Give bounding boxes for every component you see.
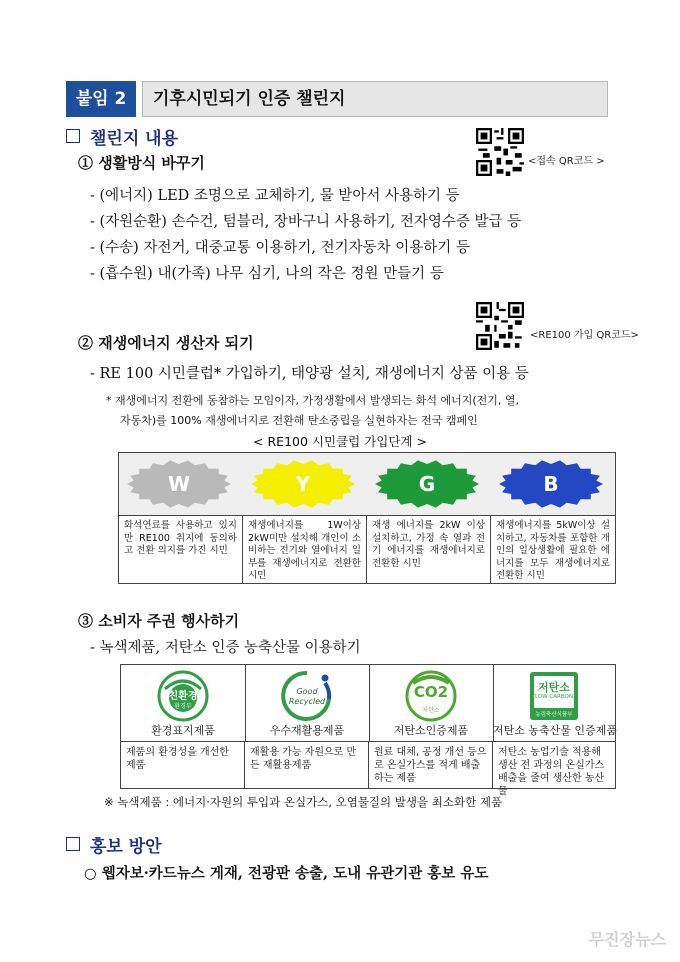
eco-product-name: 저탄소 농축산물 인증제품: [493, 724, 617, 737]
stage-letter: W: [167, 472, 191, 496]
stage-description: 재생에너지를 1W이상 2kW미만 설치해 개인이 소비하는 전기와 열에너지 일부를 재생에너지로 전환한 시민: [243, 515, 367, 583]
eco-logo-sub: 저탄소: [422, 707, 440, 714]
eco-product-description: 저탄소 농업기술 적용해 생산 전 과정의 온실가스 배출을 줄여 생산한 농산물: [493, 741, 615, 788]
stage-badge-cell: [119, 453, 244, 515]
eco-logo-sub: (LOW CARBON): [532, 694, 576, 700]
eco-product-cell: [245, 665, 370, 741]
eco-product-description: 원료 대체, 공정 개선 등으로 온실가스를 적게 배출하는 제품: [369, 741, 493, 788]
stage-description: 재생 에너지를 2kW 이상 설치하고, 가정 속 열과 전기 에너지를 재생에너지로 전환한 시민: [367, 515, 491, 583]
qr-code-icon[interactable]: [476, 302, 524, 350]
list-item: - RE 100 시민클럽* 가입하기, 태양광 설치, 재생에너지 상품 이용 등: [90, 366, 529, 382]
re100-table-caption: < RE100 시민클럽 가입단계 >: [253, 434, 427, 449]
sub-consumer-title: ③ 소비자 주권 행사하기: [78, 612, 240, 630]
stage-description: 재생에너지를 5kW이상 설치하고, 자동차를 포함한 개인의 일상생활에 필요한 에너지를 모두 재생에너지로 전환한 시민: [491, 515, 615, 583]
eco-product-cell: [369, 665, 494, 741]
qr-access-label: <접속 QR코드 >: [528, 156, 605, 167]
eco-product-cell: [121, 665, 246, 741]
attachment-header: [66, 81, 608, 117]
re100-note-line2: 자동차)를 100% 재생에너지로 전환해 탄소중립을 실현하자는 전국 캠페인: [120, 414, 478, 427]
eco-logo-text: Good: [296, 687, 318, 696]
attachment-tag: 붙임 2: [66, 81, 136, 117]
eco-logo-foot: 농림축산식품부: [535, 712, 573, 718]
stage-badge-cell: [491, 453, 615, 515]
eco-product-cell: [493, 665, 615, 741]
eco-logo-text: 저탄소: [538, 681, 570, 694]
qr-re100-label: <RE100 가입 QR코드>: [530, 330, 639, 341]
stage-badge-cell: [243, 453, 368, 515]
checkbox-square-icon: [66, 837, 80, 851]
eco-product-description: 재활용 가능 자원으로 만든 재활용제품: [245, 741, 369, 788]
green-product-footnote: ※ 녹색제품 : 에너지·자원의 투입과 온실가스, 오염물질의 발생을 최소화한 제품: [104, 795, 503, 809]
eco-product-name: 우수재활용제품: [269, 724, 345, 737]
list-item: - (수송) 자전거, 대중교통 이용하기, 전기자동차 이용하기 등: [90, 240, 470, 256]
stage-letter: Y: [295, 472, 311, 496]
stage-description: 화석연료를 사용하고 있지만 RE100 취지에 동의하고 전환 의지를 가진 시민: [119, 515, 243, 583]
eco-logo-sub: Recycled: [288, 697, 326, 706]
sub-producer-title: ② 재생에너지 생산자 되기: [78, 334, 254, 352]
watermark-text: 무진장뉴스: [588, 930, 666, 949]
section-challenge-title: 챌린지 내용: [66, 124, 178, 149]
stage-letter: B: [543, 472, 559, 496]
list-item: - (흡수원) 내(가족) 나무 심기, 나의 작은 정원 만들기 등: [90, 266, 444, 282]
stage-letter: G: [418, 472, 436, 496]
list-item: - (자원순환) 손수건, 텀블러, 장바구니 사용하기, 전자영수증 발급 등: [90, 214, 522, 230]
section-promotion-title: 홍보 방안: [66, 832, 162, 857]
checkbox-square-icon: [66, 129, 80, 143]
eco-product-name: 환경표지제품: [151, 724, 215, 737]
eco-logo-text: CO2: [413, 683, 449, 701]
qr-code-icon[interactable]: [476, 128, 524, 176]
sub-lifestyle-title: ① 생활방식 바꾸기: [78, 154, 205, 172]
attachment-title: 기후시민되기 인증 챌린지: [142, 81, 608, 117]
list-item: - (에너지) LED 조명으로 교체하기, 물 받아서 사용하기 등: [90, 188, 460, 204]
list-item: - 녹색제품, 저탄소 인증 농축산물 이용하기: [90, 640, 361, 656]
eco-product-description: 제품의 환경성을 개선한 제품: [121, 741, 245, 788]
stage-badge-cell: [367, 453, 492, 515]
eco-product-name: 저탄소인증제품: [393, 724, 469, 737]
re100-stage-table: [118, 452, 616, 584]
good-recycled-logo-icon: [279, 669, 335, 723]
eco-logo-text: 친환경: [168, 691, 198, 702]
promotion-item: ○ 웹자보·카드뉴스 게재, 전광판 송출, 도내 유관기관 홍보 유도: [84, 865, 489, 882]
eco-product-table: [120, 664, 617, 797]
eco-logo-sub: 환경부: [174, 703, 192, 710]
re100-note-line1: * 재생에너지 전환에 동참하는 모임이자, 가정생활에서 발생되는 화석 에너지(전기, 열,: [106, 394, 520, 407]
